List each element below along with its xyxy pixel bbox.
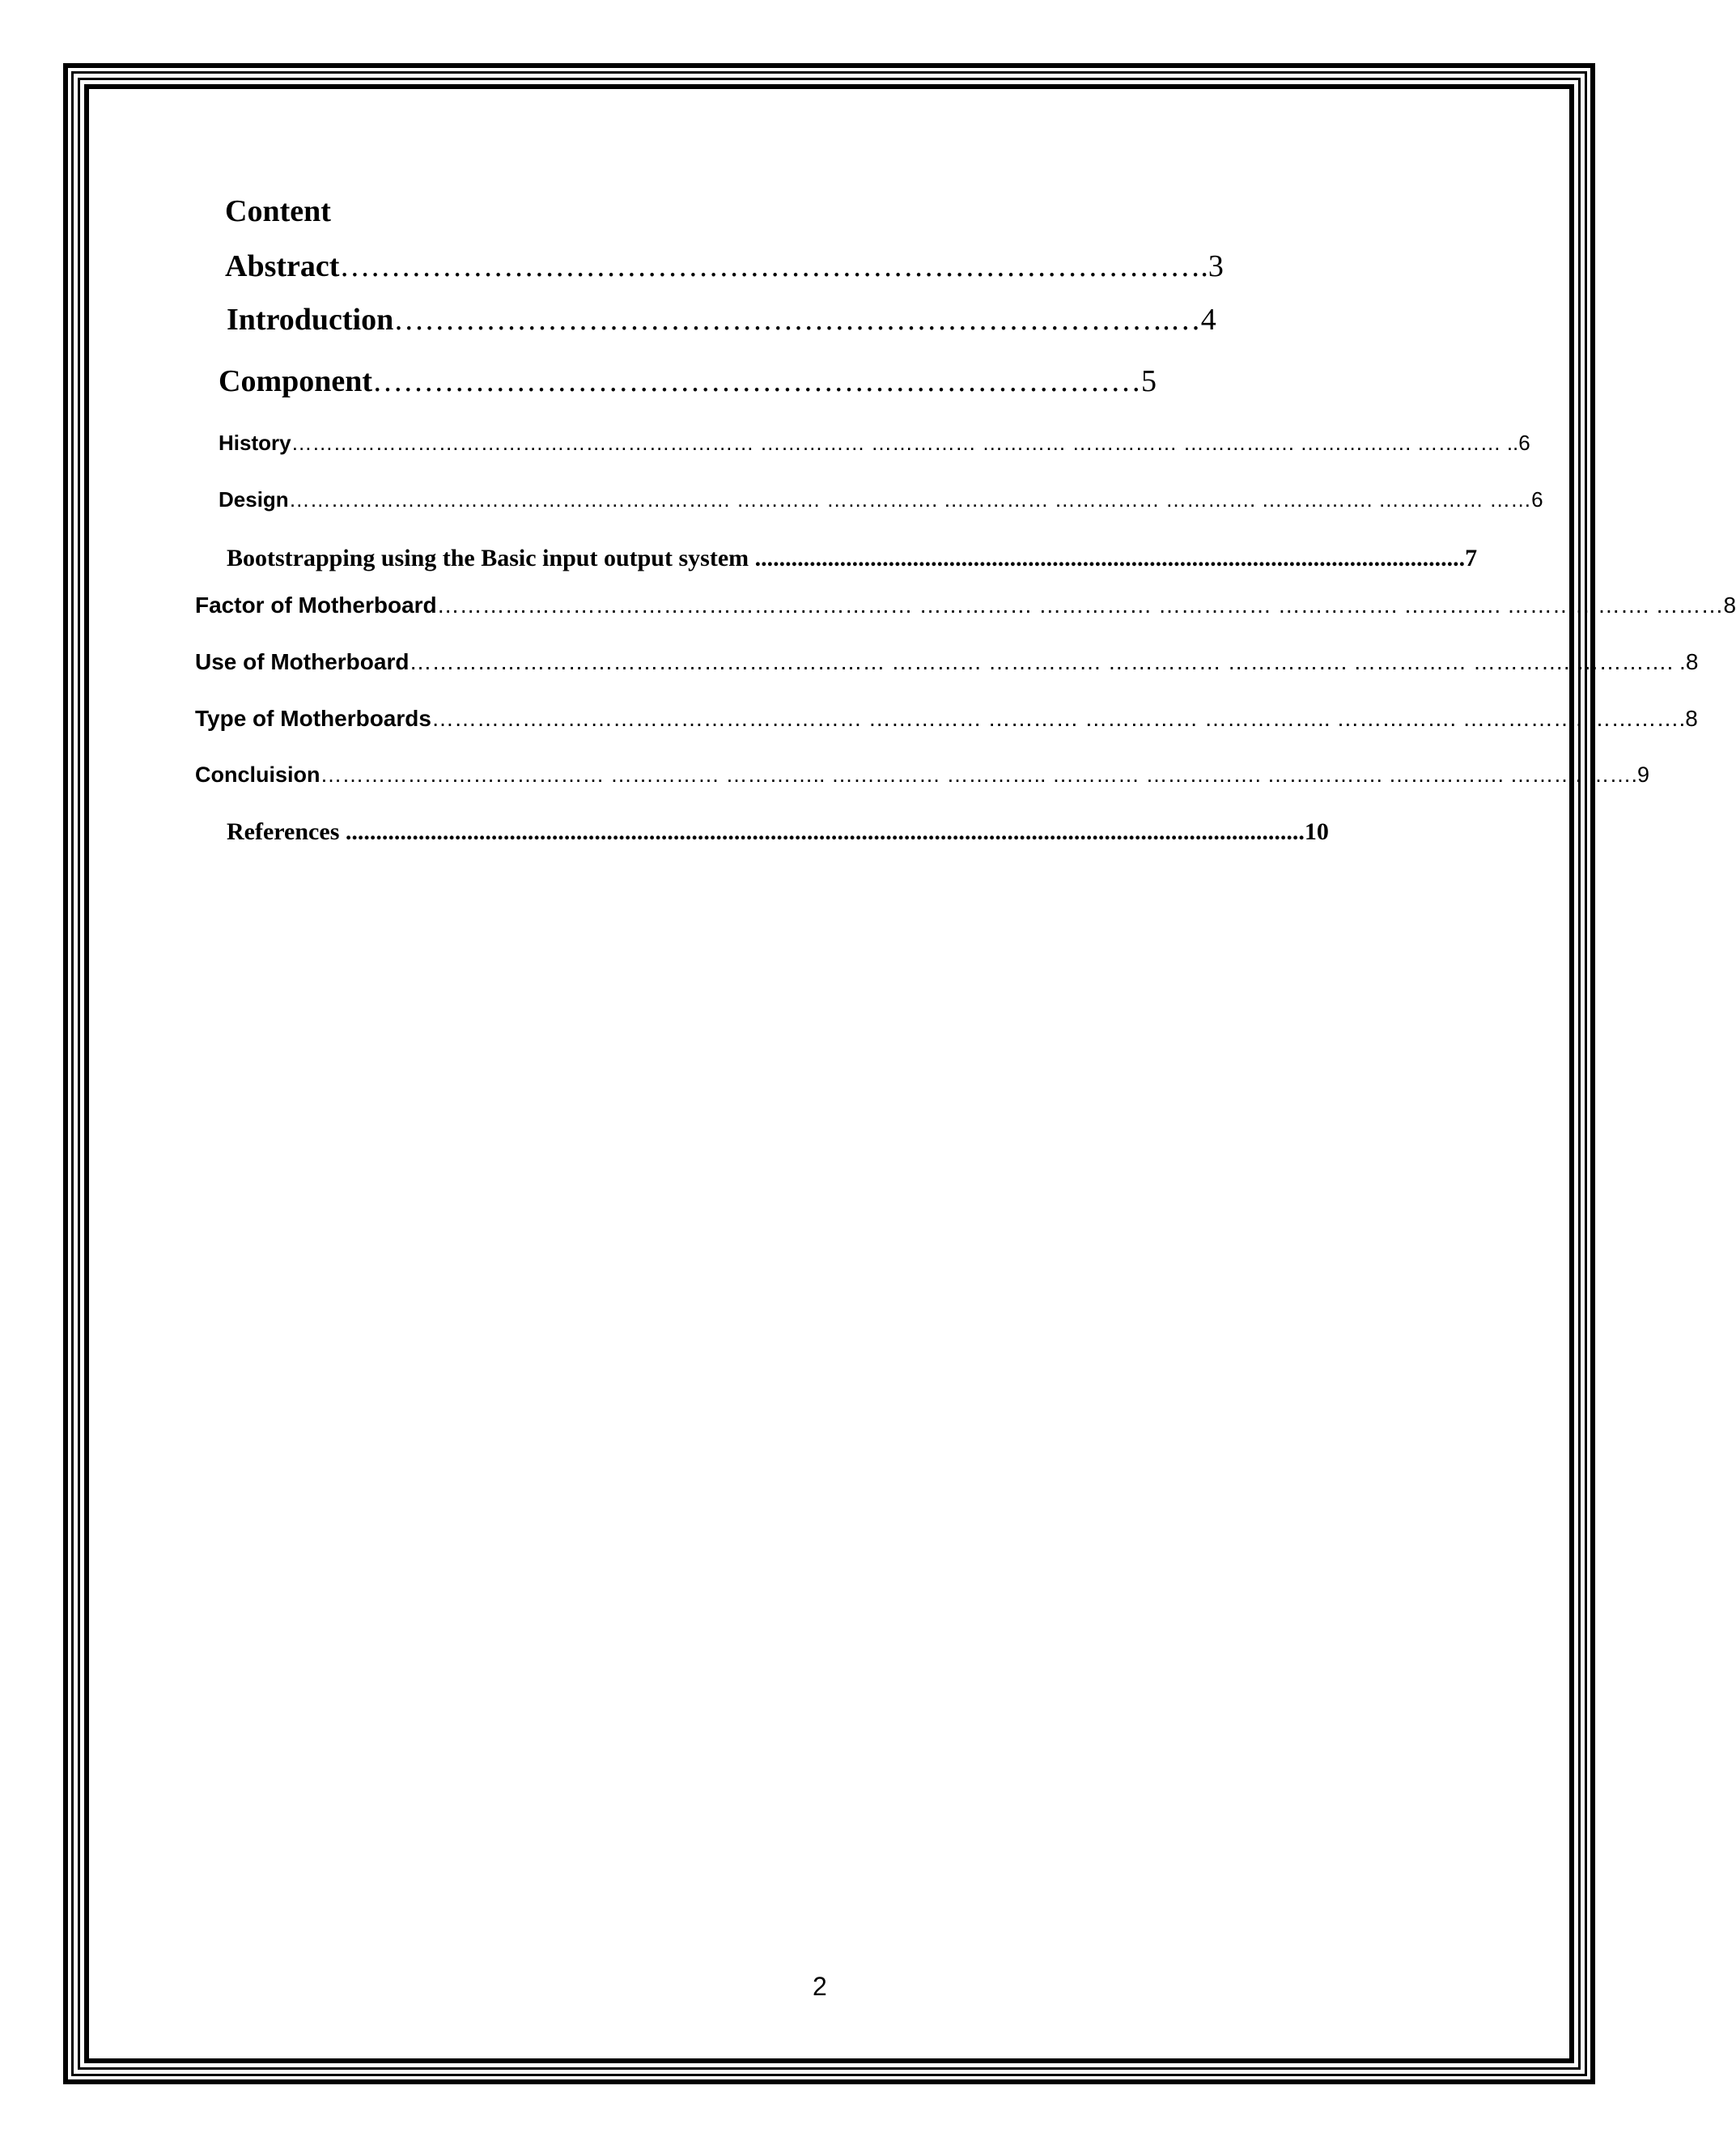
toc-entry-title: Bootstrapping using the Basic input output system bbox=[227, 545, 749, 571]
toc-entry-leader: ……………………………………………………… …………… …………… …………… ……………. …………. ………………. ……… bbox=[436, 593, 1724, 618]
toc-entry-page: 9 bbox=[1637, 762, 1650, 787]
toc-entry-use-of-motherboard[interactable] bbox=[195, 651, 1698, 673]
toc-entry-title: Factor of Motherboard bbox=[195, 593, 437, 618]
toc-entry-conclusion[interactable] bbox=[195, 764, 1649, 786]
toc-heading: Content bbox=[225, 194, 331, 228]
toc-entry-page: 8 bbox=[1723, 593, 1736, 618]
toc-entry-page: 8 bbox=[1685, 706, 1698, 731]
toc-entry-component[interactable] bbox=[219, 366, 1157, 397]
toc-entry-page: 10 bbox=[1304, 818, 1329, 845]
toc-entry-title: Concluision bbox=[195, 762, 320, 787]
toc-entry-leader: ..................................................................................................................... bbox=[749, 545, 1466, 571]
toc-entry-leader: ……………………………………………………… ………… …………… …………… ……………. …………… …………. …………. . bbox=[409, 649, 1686, 674]
toc-entry-references[interactable] bbox=[227, 820, 1329, 844]
toc-entry-introduction[interactable] bbox=[227, 304, 1216, 335]
toc-entry-bootstrapping[interactable] bbox=[227, 546, 1477, 571]
toc-entry-leader: ………………………………………………………… …………… …………… ………… …………… ……………. ……………. ………… .. bbox=[291, 431, 1519, 455]
toc-entry-leader: ………………………………………………… …………… ………… …………… …………….. ……………. ……………. …………. bbox=[431, 706, 1686, 731]
toc-entry-abstract[interactable] bbox=[225, 251, 1224, 282]
toc-entry-page: 6 bbox=[1531, 487, 1543, 512]
toc-entry-factor-of-motherboard[interactable] bbox=[195, 594, 1736, 617]
toc-entry-title: Use of Motherboard bbox=[195, 649, 410, 674]
toc-entry-leader: ………………………………………………………………….… bbox=[393, 303, 1201, 337]
toc-entry-title: Design bbox=[219, 487, 289, 512]
toc-entry-title: History bbox=[219, 431, 291, 455]
toc-entry-leader: .............................................................................................................................................................. bbox=[339, 818, 1305, 845]
toc-entry-type-of-motherboards[interactable] bbox=[195, 707, 1698, 730]
toc-entry-leader: ………………………………………………………………… bbox=[372, 364, 1142, 398]
toc-entry-title: Abstract bbox=[225, 249, 340, 283]
toc-entry-leader: …………………………………………………………………………. bbox=[339, 249, 1208, 283]
toc-entry-title: References bbox=[227, 818, 340, 845]
toc-entry-page: 6 bbox=[1518, 431, 1530, 455]
toc-entry-page: 7 bbox=[1465, 545, 1478, 571]
toc-entry-leader: ………………………………… …………… ………….. …………… ………….. ………… ……………. ……………. ……………. ………. ……. bbox=[320, 762, 1638, 787]
toc-entry-page: 5 bbox=[1141, 364, 1157, 398]
toc-entry-title: Type of Motherboards bbox=[195, 706, 431, 731]
toc-entry-history[interactable] bbox=[219, 432, 1530, 453]
toc-entry-design[interactable] bbox=[219, 489, 1543, 510]
toc-entry-page: 8 bbox=[1685, 649, 1699, 674]
toc-entry-page: 4 bbox=[1200, 303, 1216, 337]
toc-entry-page: 3 bbox=[1208, 249, 1224, 283]
toc-entry-title: Component bbox=[219, 364, 373, 398]
toc-entry-title: Introduction bbox=[227, 303, 394, 337]
page-number: 2 bbox=[813, 1972, 827, 2001]
toc-entry-leader: ……………………………………………………… ………… ……………. …………… …………… …………. ……………. …………… …… bbox=[288, 487, 1532, 512]
